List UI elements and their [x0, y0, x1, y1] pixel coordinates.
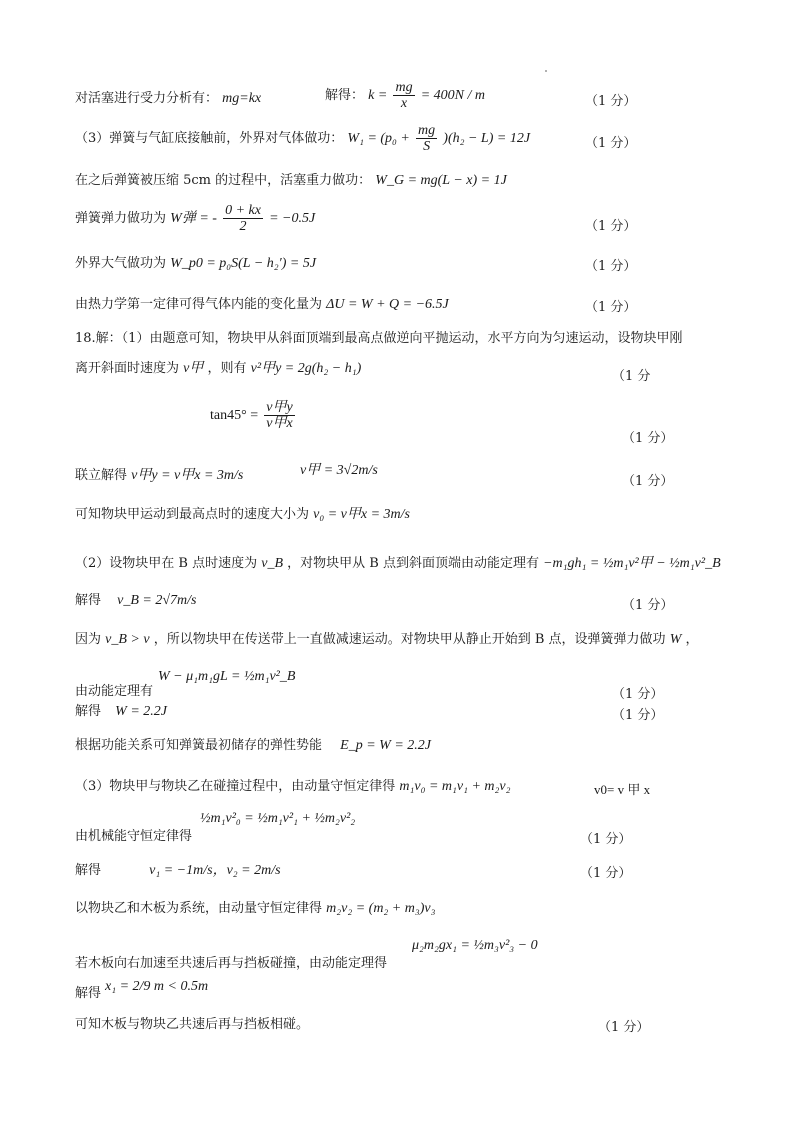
- solution-line-1: [75, 90, 261, 108]
- text: ，则有: [207, 361, 247, 376]
- numerator: mg: [418, 123, 436, 138]
- equation: ΔU = W + Q = −6.5J: [326, 297, 449, 312]
- solution-line-4: [75, 203, 315, 234]
- text: ，: [685, 632, 699, 647]
- denominator: x: [400, 96, 408, 111]
- equation: = −0.5J: [269, 211, 316, 226]
- solution-line-16: [75, 683, 153, 701]
- text: 弹簧弹力做功为: [75, 211, 167, 226]
- text: 离开斜面时速度为: [75, 361, 180, 376]
- equation: μ₂m₂gx₁ = ½m₃v²₃ − 0: [412, 938, 538, 953]
- solution-line-11: [75, 506, 410, 524]
- score-label: （1 分）: [585, 259, 637, 274]
- numerator: 0 + kx: [225, 203, 261, 218]
- score-label: （1 分）: [622, 598, 674, 613]
- text: 因为: [75, 632, 102, 647]
- text: 联立解得: [75, 468, 128, 483]
- fraction: [223, 203, 263, 234]
- text: ，所以物块甲在传送带上一直做减速运动。对物块甲从静止开始到 B 点，设弹簧弹力做功: [153, 632, 666, 647]
- variable: v_B: [261, 556, 283, 571]
- score-label: （1 分）: [585, 300, 637, 315]
- score-label: （1 分）: [580, 832, 632, 847]
- text: 解得: [75, 704, 102, 719]
- text: 解得: [75, 986, 102, 1001]
- solution-line-15: [158, 668, 295, 686]
- text: 对活塞进行受力分析有：: [75, 91, 219, 106]
- solution-line-5: [75, 255, 316, 273]
- score-label: （1 分）: [612, 687, 664, 702]
- equation: )(h₂ − L) = 12J: [443, 131, 531, 146]
- denominator: S: [423, 139, 431, 154]
- equation: v²甲y = 2g(h₂ − h₁): [250, 361, 362, 376]
- solution-line-22: [75, 862, 281, 880]
- equation: E_p = W = 2.2J: [340, 738, 431, 753]
- equation: W − μ₁m₁gL = ½m₁v²_B: [158, 669, 296, 684]
- text: （2）设物块甲在 B 点时速度为: [75, 556, 258, 571]
- text: 根据功能关系可知弹簧最初储存的弹性势能: [75, 738, 323, 753]
- equation: v₀ = v甲x = 3m/s: [313, 507, 411, 522]
- solution-line-8: [75, 360, 361, 378]
- solution-line-18: [75, 737, 431, 755]
- text: 若木板向右加速至共速后再与挡板碰撞，由动能定理得: [75, 956, 388, 971]
- solution-line-13: [75, 592, 197, 610]
- text: 在之后弹簧被压缩 5cm 的过程中，活塞重力做功：: [75, 173, 372, 188]
- equation: m₂v₂ = (m₂ + m₃)v₃: [326, 901, 436, 916]
- equation: x₁ = 2/9 m < 0.5m: [105, 979, 209, 994]
- text: 可知物块甲运动到最高点时的速度大小为: [75, 507, 310, 522]
- text: 由机械能守恒定律得: [75, 829, 193, 844]
- text: （3）弹簧与气缸底接触前，外界对气体做功：: [75, 131, 344, 146]
- solution-line-27: [75, 1016, 309, 1034]
- equation: v₁ = −1m/s，v₂ = 2m/s: [149, 863, 281, 878]
- solution-line-21: [75, 828, 192, 846]
- equation: = 400N / m: [420, 88, 486, 103]
- solution-line-24: [412, 937, 538, 955]
- fraction: [416, 123, 437, 154]
- solution-line-2: [75, 123, 530, 154]
- equation: m₁v₀ = m₁v₁ + m₂v₂: [399, 779, 511, 794]
- text: ，对物块甲从 B 点到斜面顶端由动能定理有: [287, 556, 539, 571]
- solution-line-3: [75, 172, 507, 190]
- solution-line-6: [75, 296, 449, 314]
- text: 由动能定理有: [75, 684, 154, 699]
- score-label: （1 分）: [598, 1020, 650, 1035]
- score-label: （1 分: [612, 369, 651, 384]
- text: （3）物块甲与物块乙在碰撞过程中，由动量守恒定律得: [75, 779, 396, 794]
- solution-line-23: [75, 900, 435, 918]
- speckle-mark: [545, 70, 547, 72]
- fraction: [264, 400, 294, 431]
- solution-line-9: [210, 400, 297, 431]
- solution-line-14: [75, 631, 699, 649]
- score-label: （1 分）: [585, 136, 637, 151]
- fraction: [393, 80, 414, 111]
- equation: v甲y = v甲x = 3m/s: [131, 468, 244, 483]
- score-label: （1 分）: [622, 474, 674, 489]
- text: 以物块乙和木板为系统，由动量守恒定律得: [75, 901, 323, 916]
- note-label: v0= v 甲 x: [594, 782, 651, 797]
- equation: W弹 = -: [170, 211, 217, 226]
- text: 由热力学第一定律可得气体内能的变化量为: [75, 297, 323, 312]
- solution-line-1-result: [325, 80, 485, 111]
- equation: ½m₁v²₀ = ½m₁v²₁ + ½m₂v²₂: [200, 811, 356, 826]
- equation: tan45° =: [210, 408, 259, 423]
- variable: v甲: [183, 361, 204, 376]
- text: 18.解：（1）由题意可知，物块甲从斜面顶端到最高点做逆向平抛运动，水平方向为匀速运动，设物块甲刚: [75, 331, 683, 346]
- score-label: （1 分）: [622, 431, 674, 446]
- equation: v甲 = 3√2m/s: [300, 463, 378, 478]
- solution-line-10-b: [300, 462, 378, 480]
- equation: W = 2.2J: [115, 704, 167, 719]
- equation: v_B = 2√7m/s: [117, 593, 197, 608]
- solution-line-25: [75, 955, 387, 973]
- text: 解得：: [325, 88, 365, 103]
- solution-line-7: [75, 330, 682, 348]
- solution-line-19: [75, 778, 511, 796]
- text: 解得: [75, 593, 102, 608]
- equation: W_G = mg(L − x) = 1J: [375, 173, 507, 188]
- equation: W₁ = (p₀ +: [347, 131, 410, 146]
- denominator: v甲x: [266, 416, 293, 431]
- variable: W: [669, 632, 682, 647]
- text: 可知木板与物块乙共速后再与挡板相碰。: [75, 1017, 310, 1032]
- text: 外界大气做功为: [75, 256, 167, 271]
- equation: W_p0 = p₀S(L − h₂′) = 5J: [170, 256, 317, 271]
- score-label: （1 分）: [585, 94, 637, 109]
- denominator: 2: [239, 219, 247, 234]
- solution-line-20: [200, 810, 355, 828]
- solution-line-17: [75, 703, 167, 721]
- equation: mg=kx: [222, 91, 262, 106]
- text: 解得: [75, 863, 102, 878]
- score-label: （1 分）: [612, 708, 664, 723]
- solution-line-26: [75, 985, 101, 1003]
- numerator: v甲y: [266, 400, 293, 415]
- score-label: （1 分）: [585, 219, 637, 234]
- equation: v_B > v: [105, 632, 150, 647]
- equation: k =: [368, 88, 388, 103]
- score-label: （1 分）: [580, 866, 632, 881]
- numerator: mg: [395, 80, 413, 95]
- solution-line-10: [75, 467, 243, 485]
- solution-line-12: [75, 555, 721, 573]
- solution-line-26-eq: [105, 978, 208, 996]
- equation: −m₁gh₁ = ½m₁v²甲 − ½m₁v²_B: [543, 556, 721, 571]
